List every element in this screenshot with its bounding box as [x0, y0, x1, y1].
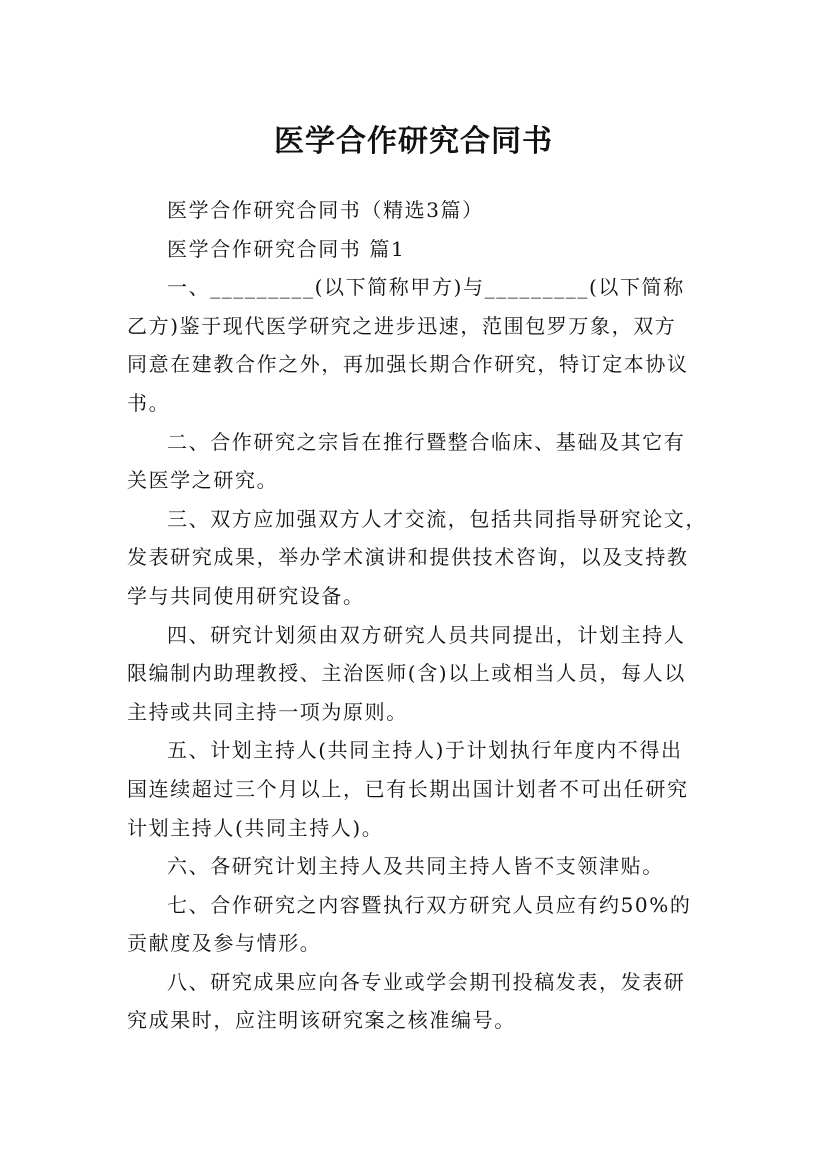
clause-4: [127, 616, 702, 732]
clause-4-line-1: 四、研究计划须由双方研究人员共同提出，计划主持人: [167, 622, 686, 647]
document-title: 医学合作研究合同书: [274, 124, 553, 160]
clause-1-line-3: 同意在建教合作之外，再加强长期合作研究，特订定本协议: [127, 352, 689, 377]
clause-5-line-3: 计划主持人(共同主持人)。: [127, 815, 384, 840]
clause-1-line-1: 一、_________(以下简称甲方)与_________(以下简称: [167, 275, 685, 300]
clause-4-line-3: 主持或共同主持一项为原则。: [127, 699, 408, 724]
clause-3-line-2: 发表研究成果，举办学术演讲和提供技术咨询，以及支持教: [127, 545, 689, 570]
document-subtitle: 医学合作研究合同书（精选3篇）: [167, 198, 484, 222]
clause-8-line-1: 八、研究成果应向各专业或学会期刊投稿发表，发表研: [167, 969, 686, 994]
clause-8-line-2: 究成果时，应注明该研究案之核准编号。: [127, 1008, 516, 1033]
clause-2-line-1: 二、合作研究之宗旨在推行暨整合临床、基础及其它有: [167, 429, 686, 454]
clause-1-line-2: 乙方)鉴于现代医学研究之进步迅速，范围包罗万象，双方: [127, 313, 677, 338]
clause-7: [127, 886, 702, 963]
clause-7-line-2: 贡献度及参与情形。: [127, 931, 322, 956]
clause-5-line-1: 五、计划主持人(共同主持人)于计划执行年度内不得出: [167, 738, 683, 763]
clause-8: [127, 963, 702, 1040]
clause-5-line-2: 国连续超过三个月以上，已有长期出国计划者不可出任研究: [127, 776, 689, 801]
clause-5: [127, 731, 702, 847]
clause-1: [127, 268, 702, 422]
clause-7-line-1: 七、合作研究之内容暨执行双方研究人员应有约50%的: [167, 892, 692, 917]
document-body: [127, 191, 707, 1040]
clause-2-line-2: 关医学之研究。: [127, 468, 279, 493]
clause-3-line-3: 学与共同使用研究设备。: [127, 583, 365, 608]
clause-6: [127, 847, 702, 886]
clause-3-line-1: 三、双方应加强双方人才交流，包括共同指导研究论文，: [167, 506, 707, 531]
part-heading: 医学合作研究合同书 篇1: [167, 236, 406, 261]
clause-4-line-2: 限编制内助理教授、主治医师(含)以上或相当人员，每人以: [127, 661, 686, 686]
clause-2: [127, 423, 702, 500]
clause-1-line-4: 书。: [127, 390, 171, 415]
clause-3: [127, 500, 707, 616]
clause-6-line-1: 六、各研究计划主持人及共同主持人皆不支领津贴。: [167, 854, 664, 879]
